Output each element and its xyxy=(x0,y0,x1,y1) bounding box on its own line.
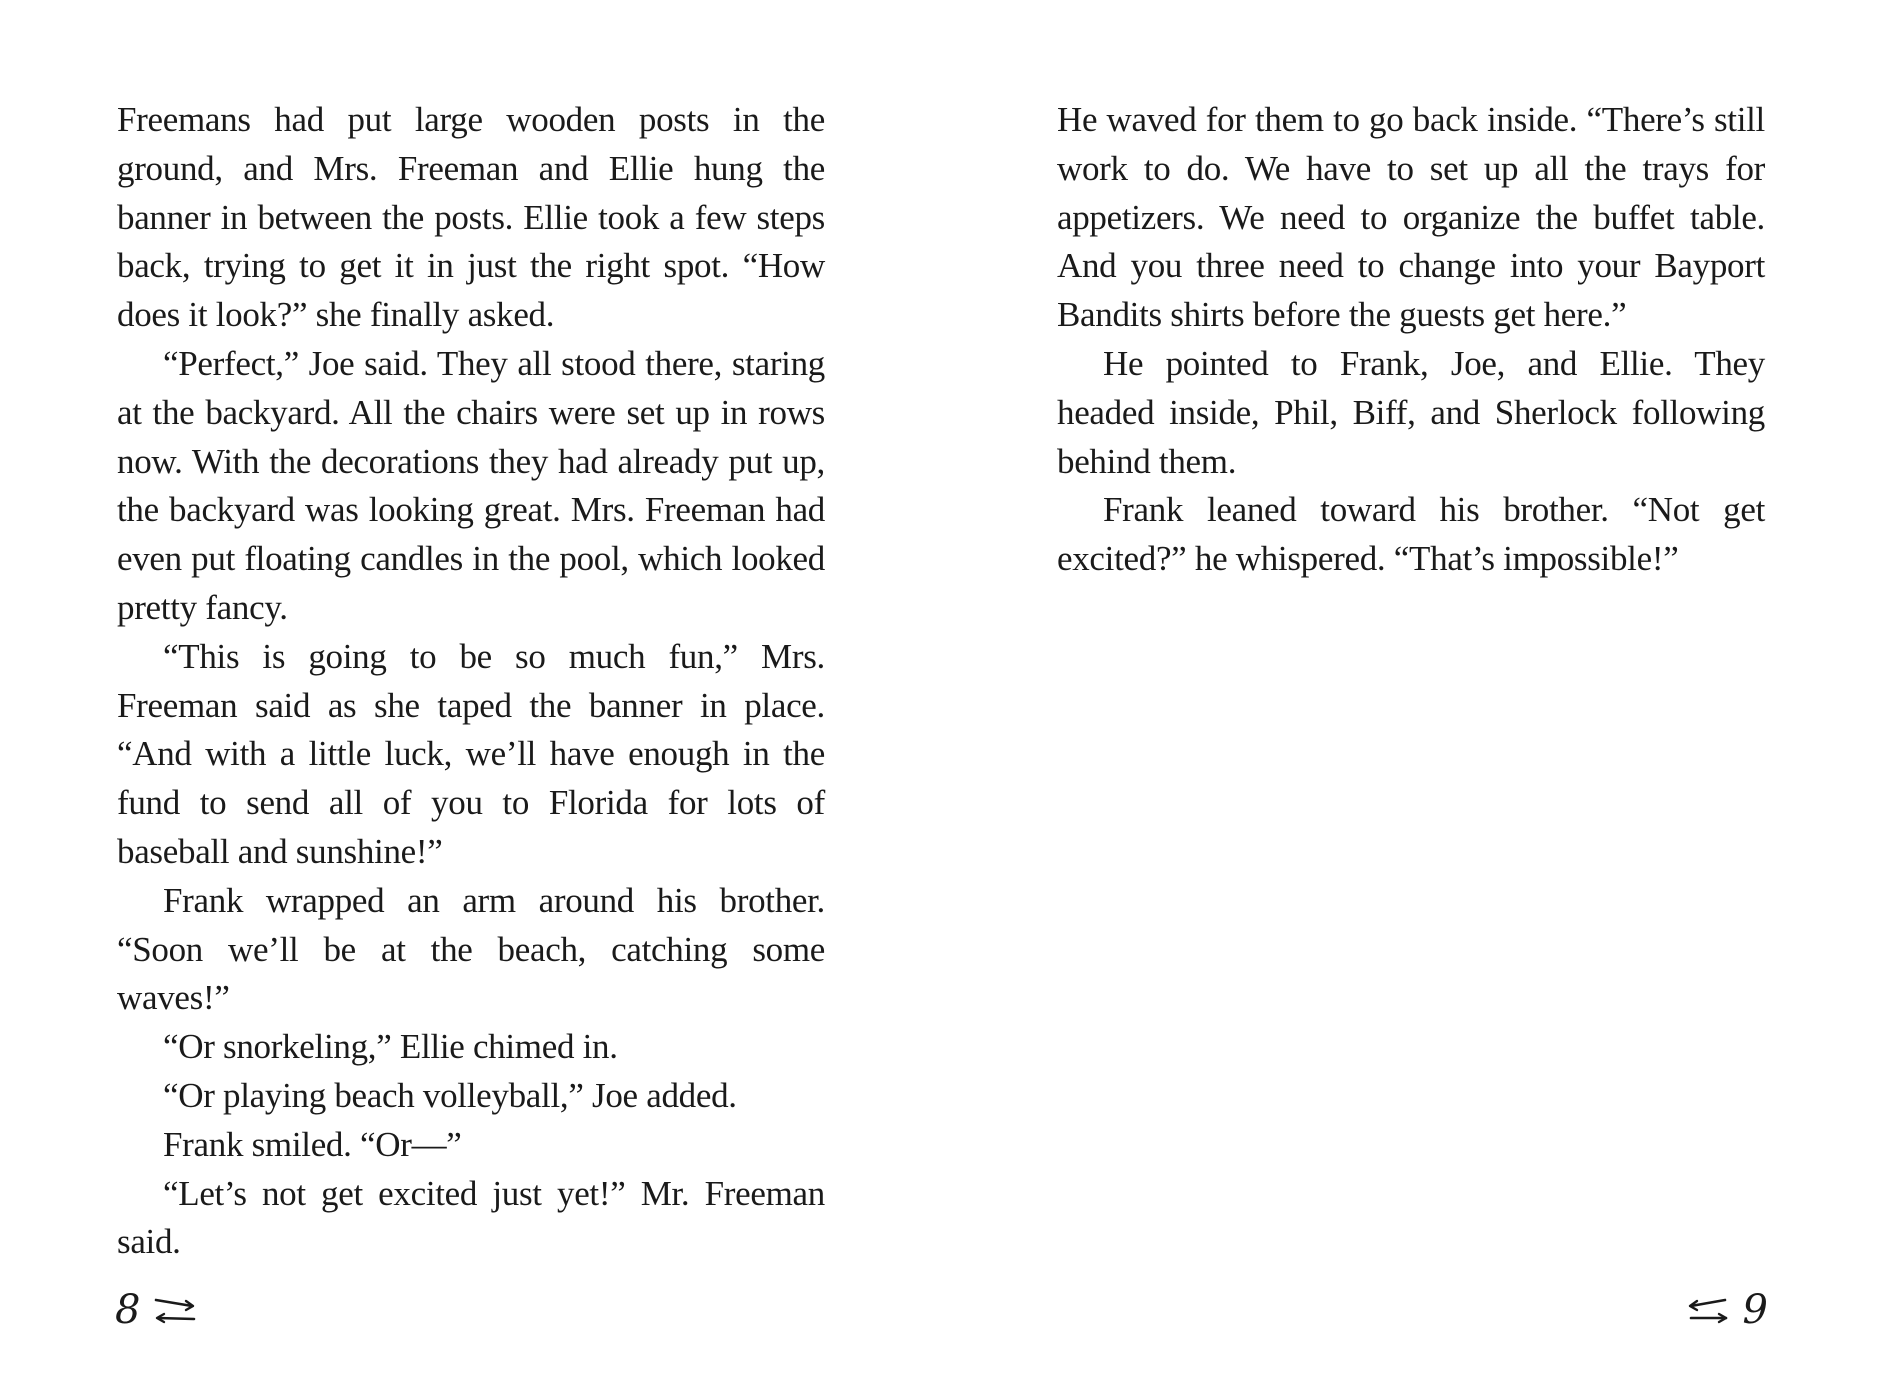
right-page-text-column xyxy=(1057,96,1765,584)
right-page xyxy=(940,0,1881,1400)
paragraph: He waved for them to go back inside. “There’s still work to do. We have to set up all the trays for appetizers. We need to organize the buffet table. And you three need to change into your Bayport Bandits shirts before the guests get here.” xyxy=(1057,100,1765,335)
paragraph: “Perfect,” Joe said. They all stood there, staring at the backyard. All the chairs were set up in rows now. With the decorations they had already put up, the backyard was looking great. Mrs. Freeman had even put floating candles in the pool, which looked pretty fancy. xyxy=(117,343,825,627)
paragraph: Frank wrapped an arm around his brother. “Soon we’ll be at the beach, catching some waves!” xyxy=(117,880,825,1018)
paragraph: “Let’s not get excited just yet!” Mr. Freeman said. xyxy=(117,1173,825,1262)
left-page-text-column xyxy=(117,96,825,1267)
paragraph: “Or snorkeling,” Ellie chimed in. xyxy=(163,1027,618,1067)
page-number: 8 xyxy=(115,1287,141,1333)
left-page xyxy=(0,0,940,1400)
page-footer xyxy=(115,1286,198,1334)
paragraph: Freemans had put large wooden posts in the ground, and Mrs. Freeman and Ellie hung the banner in between the posts. Ellie took a few steps back, trying to get it in just the right spot. “How does it look?” she finally asked. xyxy=(117,100,825,335)
paragraph: He pointed to Frank, Joe, and Ellie. They headed inside, Phil, Biff, and Sherlock following behind them. xyxy=(1057,343,1765,481)
paragraph: “This is going to be so much fun,” Mrs. Freeman said as she taped the banner in place. “And with a little luck, we’ll have enough in the fund to send all of you to Florida for lots of baseball and sunshine!” xyxy=(117,636,825,871)
paragraph: Frank smiled. “Or—” xyxy=(163,1124,462,1164)
double-arrow-icon xyxy=(152,1295,198,1325)
page-number: 9 xyxy=(1742,1287,1768,1333)
page-footer xyxy=(1685,1286,1768,1334)
double-arrow-icon xyxy=(1685,1295,1731,1325)
paragraph: “Or playing beach volleyball,” Joe added. xyxy=(163,1075,737,1115)
paragraph: Frank leaned toward his brother. “Not get excited?” he whispered. “That’s impossible!” xyxy=(1057,490,1765,579)
